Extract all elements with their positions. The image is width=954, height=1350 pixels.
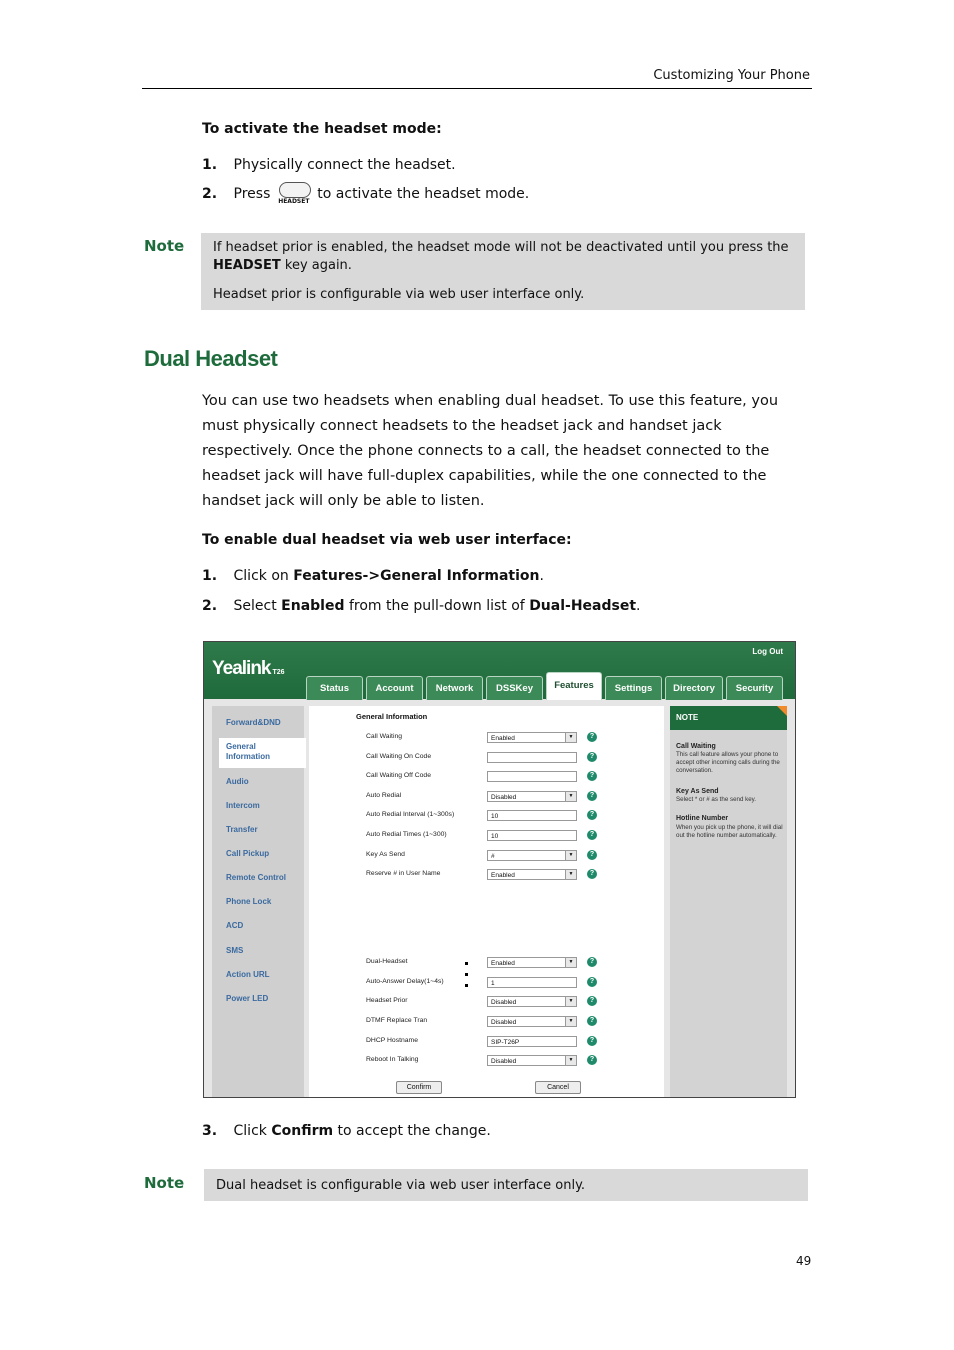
dropdown-arrow-icon: ▼ <box>565 870 576 879</box>
step-number: 1. <box>202 568 218 584</box>
select-value: Enabled <box>491 735 515 742</box>
procedure-heading-dual: To enable dual headset via web user interface: <box>202 532 572 548</box>
note-line-2: Headset prior is configurable via web user interface only. <box>213 287 585 302</box>
note-box-2 <box>204 1169 808 1201</box>
select-headset-prior[interactable] <box>487 996 577 1007</box>
confirm-button[interactable]: Confirm <box>396 1081 442 1094</box>
sidebar-item-forward-dnd[interactable]: Forward&DND <box>226 718 281 727</box>
field-label-dual-headset: Dual-Headset <box>366 958 408 965</box>
step-text-mid: from the pull-down list of <box>348 598 525 614</box>
model-text: T26 <box>272 669 285 676</box>
field-label-auto-redial-times: Auto Redial Times (1~300) <box>366 831 447 838</box>
select-reserve-hash[interactable] <box>487 869 577 880</box>
sidebar-item-remote-control[interactable]: Remote Control <box>226 873 286 882</box>
step-text-end: . <box>539 568 544 584</box>
help-icon[interactable]: ? <box>587 830 597 840</box>
sidebar-item-intercom[interactable]: Intercom <box>226 801 260 810</box>
step-text-end: to accept the change. <box>337 1123 491 1139</box>
header-rule <box>142 88 812 89</box>
select-value: Enabled <box>491 960 515 967</box>
note-title-call-waiting: Call Waiting <box>676 743 716 750</box>
sidebar-item-action-url[interactable]: Action URL <box>226 970 270 979</box>
help-icon[interactable]: ? <box>587 1016 597 1026</box>
note-text-end: key again. <box>284 258 352 273</box>
sidebar-item-sms[interactable]: SMS <box>226 946 244 955</box>
field-label-call-waiting-on-code: Call Waiting On Code <box>366 753 432 760</box>
step-text: Physically connect the headset. <box>233 157 456 173</box>
select-value: Disabled <box>491 1058 517 1065</box>
field-label-reboot-in-talking: Reboot In Talking <box>366 1056 419 1063</box>
field-name: Dual-Headset <box>529 598 637 614</box>
tab-dsskey[interactable]: DSSKey <box>486 676 543 700</box>
select-value: Disabled <box>491 794 517 801</box>
note-label-2: Note <box>144 1174 185 1192</box>
field-label-key-as-send: Key As Send <box>366 851 405 858</box>
tab-directory[interactable]: Directory <box>665 676 723 700</box>
running-header: Customizing Your Phone <box>653 68 810 83</box>
tab-account[interactable]: Account <box>366 676 423 700</box>
note-title-key-as-send: Key As Send <box>676 788 719 795</box>
step-text: Click <box>233 1123 267 1139</box>
tab-settings[interactable]: Settings <box>605 676 662 700</box>
step-text-end: to activate the headset mode. <box>317 186 530 202</box>
help-icon[interactable]: ? <box>587 850 597 860</box>
page-number: 49 <box>796 1254 812 1268</box>
web-ui-topbar <box>204 642 795 699</box>
dropdown-arrow-icon: ▼ <box>565 997 576 1006</box>
step-number: 2. <box>202 186 218 202</box>
sidebar-item-call-pickup[interactable]: Call Pickup <box>226 849 270 858</box>
input-dhcp-hostname[interactable]: SIP-T26P <box>487 1036 577 1047</box>
menu-path: Features->General Information <box>293 568 540 584</box>
field-label-dhcp-hostname: DHCP Hostname <box>366 1037 419 1044</box>
note-label: Note <box>144 237 185 255</box>
dual-step-3 <box>202 1123 491 1139</box>
select-call-waiting[interactable] <box>487 732 577 743</box>
field-label-call-waiting-off-code: Call Waiting Off Code <box>366 772 431 779</box>
logo-text: Yealink <box>212 658 271 679</box>
help-icon[interactable]: ? <box>587 996 597 1006</box>
dropdown-arrow-icon: ▼ <box>565 958 576 967</box>
field-label-dtmf-replace-tran: DTMF Replace Tran <box>366 1017 428 1024</box>
input-auto-redial-times[interactable]: 10 <box>487 830 577 841</box>
select-value: Disabled <box>491 1019 517 1026</box>
select-value: Enabled <box>491 872 515 879</box>
select-dual-headset[interactable] <box>487 957 577 968</box>
input-auto-answer-delay[interactable]: 1 <box>487 977 577 988</box>
cancel-button[interactable]: Cancel <box>535 1081 581 1094</box>
corner-fold-icon <box>777 706 787 716</box>
note-text: If headset prior is enabled, the headset mode will not be deactivated until you press the <box>213 240 789 255</box>
step-number: 2. <box>202 598 218 614</box>
help-icon[interactable]: ? <box>587 1055 597 1065</box>
select-value: Disabled <box>491 999 517 1006</box>
field-label-auto-redial: Auto Redial <box>366 792 402 799</box>
help-icon[interactable]: ? <box>587 869 597 879</box>
field-label-auto-answer-delay: Auto-Answer Delay(1~4s) <box>366 978 444 985</box>
sidebar-item-transfer[interactable]: Transfer <box>226 825 258 834</box>
step-1 <box>202 157 456 173</box>
dropdown-arrow-icon: ▼ <box>565 1017 576 1026</box>
step-text: Select <box>233 598 277 614</box>
web-ui-screenshot <box>203 641 796 1098</box>
select-value: # <box>491 853 495 860</box>
step-text: Click on <box>233 568 289 584</box>
help-icon[interactable]: ? <box>587 810 597 820</box>
dropdown-arrow-icon: ▼ <box>565 733 576 742</box>
general-information-form <box>309 706 664 1097</box>
note-box <box>201 233 805 310</box>
field-label-auto-redial-interval: Auto Redial Interval (1~300s) <box>366 811 455 818</box>
dual-step-1 <box>202 568 544 584</box>
help-icon[interactable]: ? <box>587 1036 597 1046</box>
option-value: Enabled <box>281 598 345 614</box>
omission-ellipsis <box>465 962 471 995</box>
select-auto-redial[interactable] <box>487 791 577 802</box>
step-text: Press <box>233 186 271 202</box>
sidebar-item-general-information[interactable]: General Information <box>226 742 270 761</box>
select-key-as-send[interactable] <box>487 850 577 861</box>
note-panel <box>670 706 787 1097</box>
dropdown-arrow-icon: ▼ <box>565 792 576 801</box>
logout-link[interactable]: Log Out <box>752 647 783 656</box>
sidebar-item-phone-lock[interactable]: Phone Lock <box>226 897 272 906</box>
section-title: Dual Headset <box>144 346 278 371</box>
field-label-reserve-hash: Reserve # in User Name <box>366 870 441 877</box>
input-auto-redial-interval[interactable]: 10 <box>487 810 577 821</box>
form-title: General Information <box>356 712 428 721</box>
yealink-logo <box>212 658 285 680</box>
help-icon[interactable]: ? <box>587 957 597 967</box>
note-text-call-waiting: This call feature allows your phone to accept other incoming calls during the conversation. <box>676 751 780 774</box>
tab-features[interactable]: Features <box>546 672 602 700</box>
note-key: HEADSET <box>213 258 281 273</box>
dropdown-arrow-icon: ▼ <box>565 851 576 860</box>
note-2-text: Dual headset is configurable via web user interface only. <box>216 1178 586 1193</box>
help-icon[interactable]: ? <box>587 752 597 762</box>
tab-security[interactable]: Security <box>726 676 783 700</box>
button-name: Confirm <box>271 1123 334 1139</box>
input-call-waiting-on-code[interactable] <box>487 752 577 763</box>
headset-key-label: HEADSET <box>278 198 310 205</box>
sidebar-item-audio[interactable]: Audio <box>226 777 249 786</box>
dual-step-2 <box>202 598 641 614</box>
sidebar-item-power-led[interactable]: Power LED <box>226 994 269 1003</box>
help-icon[interactable]: ? <box>587 771 597 781</box>
step-number: 3. <box>202 1123 218 1139</box>
field-label-headset-prior: Headset Prior <box>366 997 408 1004</box>
note-line-1 <box>213 239 795 275</box>
step-2 <box>202 182 529 206</box>
help-icon[interactable]: ? <box>587 977 597 987</box>
note-title-hotline: Hotline Number <box>676 815 729 822</box>
note-text-key-as-send: Select * or # as the send key. <box>676 796 757 803</box>
sidebar-item-acd[interactable]: ACD <box>226 921 244 930</box>
select-dtmf-replace-tran[interactable] <box>487 1016 577 1027</box>
headset-key-icon <box>277 182 311 206</box>
help-icon[interactable]: ? <box>587 791 597 801</box>
step-number: 1. <box>202 157 218 173</box>
intro-paragraph: You can use two headsets when enabling dual headset. To use this feature, you must physically connect headsets to the headset jack and handset jack respectively. Once the phone connects to a call, the headset connected to the headset jack will have full-duplex capabilities, while the one connected to the handset jack will only be able to listen. <box>202 393 779 509</box>
procedure-heading-headset: To activate the headset mode: <box>202 121 442 137</box>
tab-network[interactable]: Network <box>426 676 483 700</box>
select-reboot-in-talking[interactable] <box>487 1055 577 1066</box>
note-panel-header: NOTE <box>670 706 787 730</box>
help-icon[interactable]: ? <box>587 732 597 742</box>
step-text-end: . <box>636 598 641 614</box>
field-label-call-waiting: Call Waiting <box>366 733 403 740</box>
dropdown-arrow-icon: ▼ <box>565 1056 576 1065</box>
input-call-waiting-off-code[interactable] <box>487 771 577 782</box>
tab-status[interactable]: Status <box>306 676 363 700</box>
note-text-hotline: When you pick up the phone, it will dial out the hotline number automatically. <box>676 824 783 839</box>
